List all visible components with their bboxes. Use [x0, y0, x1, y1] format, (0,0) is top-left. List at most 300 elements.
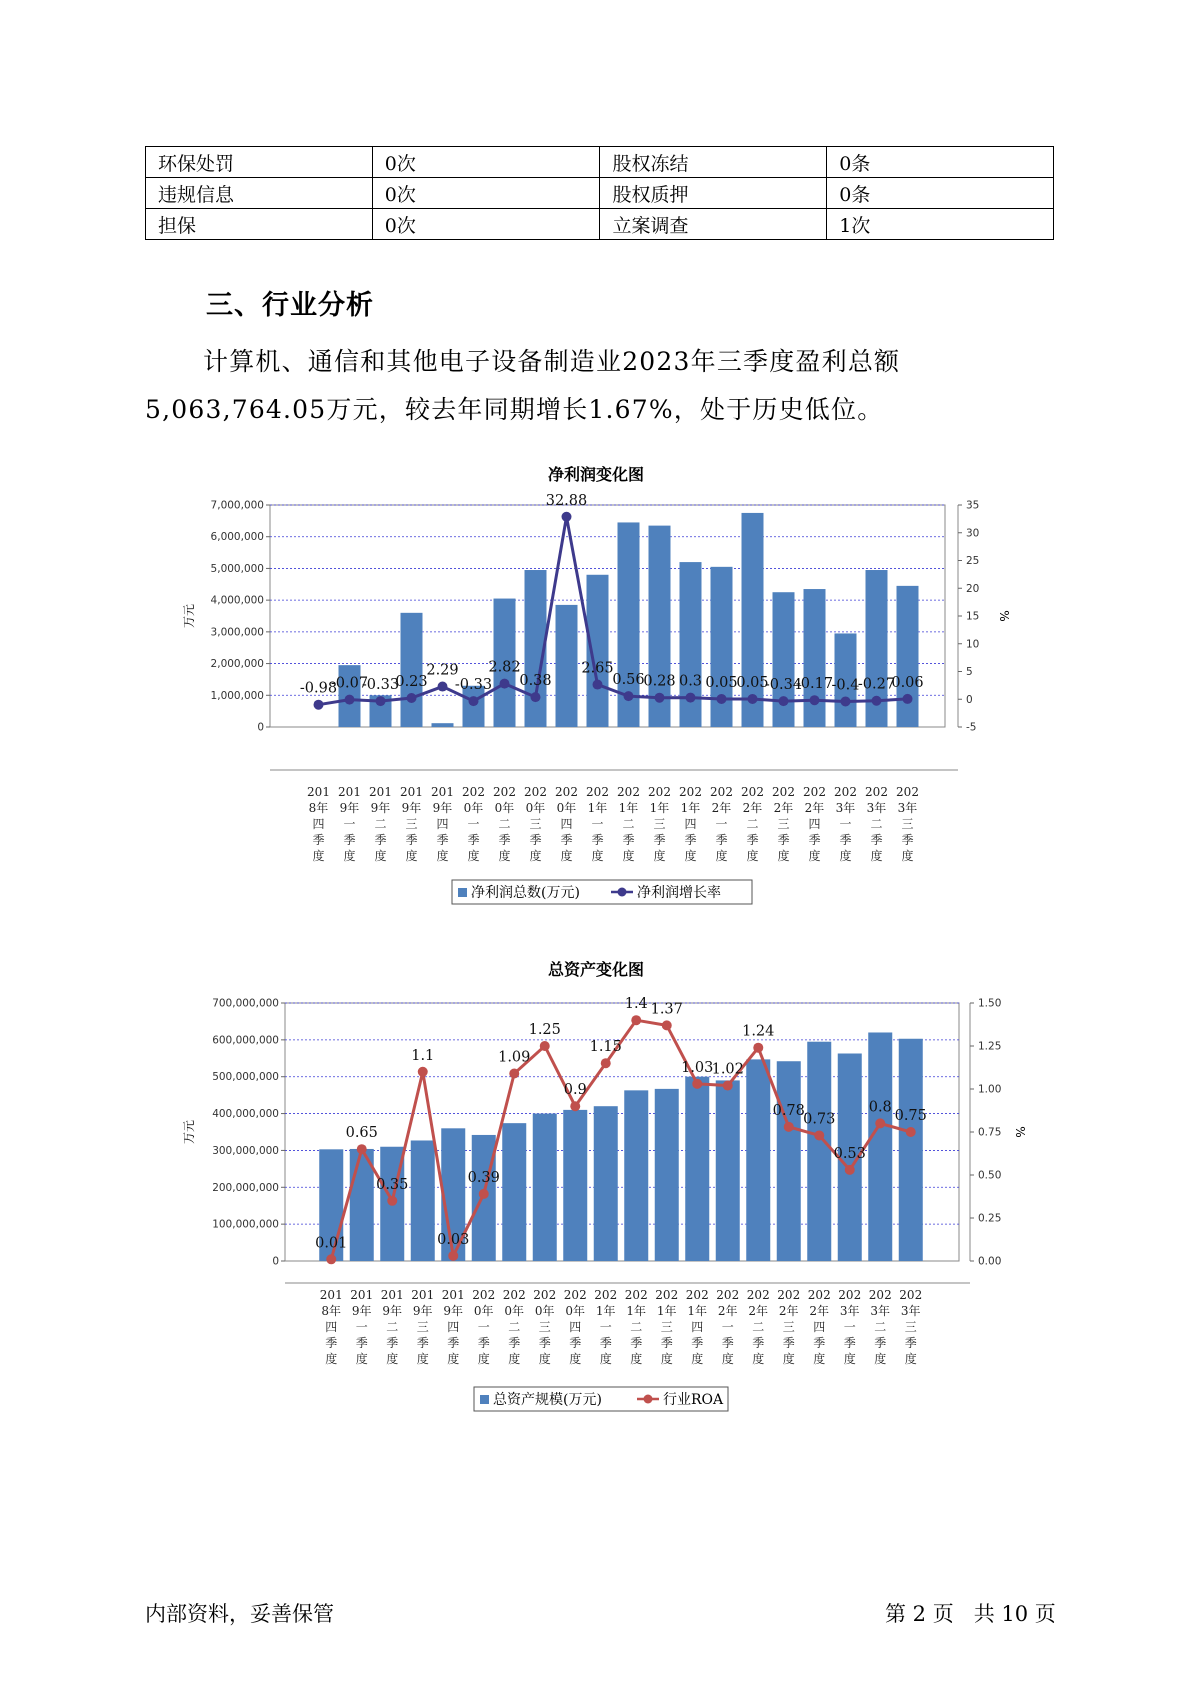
category-label: 季: [874, 1336, 887, 1350]
category-label: 3年: [900, 1304, 921, 1318]
paragraph-line-2: 5,063,764.05万元，较去年同期增长1.67%，处于历史低位。: [145, 395, 884, 424]
category-label: 2年: [748, 1304, 769, 1318]
table-label-cell: 环保处罚: [146, 147, 373, 178]
bar: [746, 1059, 770, 1261]
line-point: [723, 1081, 733, 1091]
footer-note: 内部资料，妥善保管: [145, 1602, 334, 1626]
line-point: [418, 1067, 428, 1077]
category-label: 度: [843, 1352, 856, 1366]
left-tick-label: 500,000,000: [212, 1071, 279, 1084]
right-tick-label: 1.50: [978, 997, 1002, 1010]
category-label: 202: [803, 785, 826, 799]
bar: [594, 1106, 618, 1261]
category-label: 四: [813, 1320, 826, 1334]
table-value-cell: 0条: [827, 178, 1054, 209]
category-label: 度: [374, 849, 387, 863]
data-label: 2.29: [426, 662, 459, 679]
category-label: 201: [400, 785, 423, 799]
data-label: 1.09: [498, 1049, 531, 1066]
category-label: 度: [498, 849, 511, 863]
left-axis-label: 万元: [182, 1119, 196, 1145]
category-label: 0年: [504, 1304, 525, 1318]
line-point: [570, 1101, 580, 1111]
category-label: 二: [746, 817, 759, 831]
category-label: 季: [777, 833, 790, 847]
category-label: 1年: [649, 801, 670, 815]
category-label: 0年: [525, 801, 546, 815]
category-label: 3年: [870, 1304, 891, 1318]
category-label: 季: [560, 833, 573, 847]
left-tick-label: 100,000,000: [212, 1218, 279, 1231]
line-point: [500, 679, 510, 689]
category-label: 三: [782, 1320, 795, 1334]
line-point: [376, 696, 386, 706]
category-label: 四: [436, 817, 449, 831]
category-label: 四: [569, 1320, 582, 1334]
category-label: 三: [904, 1320, 917, 1334]
table-value-cell: 0次: [372, 209, 600, 240]
data-label: 1.1: [411, 1047, 435, 1064]
category-label: 202: [586, 785, 609, 799]
legend-line-label: 行业ROA: [663, 1392, 724, 1408]
line-point: [448, 1251, 458, 1261]
category-label: 9年: [432, 801, 453, 815]
bar: [868, 1032, 892, 1261]
left-tick-label: 700,000,000: [212, 997, 279, 1010]
category-label: 一: [477, 1320, 490, 1334]
left-tick-label: 0: [257, 721, 264, 734]
category-label: 三: [538, 1320, 551, 1334]
left-tick-label: 5,000,000: [210, 562, 264, 575]
bar: [716, 1080, 740, 1261]
category-label: 三: [405, 817, 418, 831]
category-label: 二: [630, 1320, 643, 1334]
data-label: 0.05: [705, 674, 738, 691]
category-label: 季: [630, 1336, 643, 1350]
category-label: 202: [679, 785, 702, 799]
line-point: [753, 1043, 763, 1053]
data-label: 1.4: [624, 996, 648, 1013]
category-label: 202: [555, 785, 578, 799]
category-label: 度: [529, 849, 542, 863]
table-value-cell: 0次: [372, 178, 600, 209]
category-label: 0年: [473, 1304, 494, 1318]
category-label: 1年: [618, 801, 639, 815]
bar: [897, 586, 919, 727]
line-point: [814, 1130, 824, 1140]
category-label: 度: [436, 849, 449, 863]
category-label: 201: [338, 785, 361, 799]
line-point: [407, 693, 417, 703]
category-label: 四: [808, 817, 821, 831]
category-label: 季: [870, 833, 883, 847]
data-label: 1.03: [681, 1059, 714, 1076]
data-label: 0.06: [891, 674, 924, 691]
category-label: 201: [411, 1288, 435, 1302]
category-label: 202: [741, 785, 764, 799]
data-label: 0.23: [395, 673, 428, 690]
category-label: 202: [648, 785, 671, 799]
data-label: -0.34: [764, 677, 803, 694]
category-label: 度: [901, 849, 914, 863]
line-point: [438, 682, 448, 692]
line-point: [841, 696, 851, 706]
category-label: 季: [498, 833, 511, 847]
category-label: 二: [752, 1320, 765, 1334]
data-label: 32.88: [545, 492, 588, 509]
category-label: 季: [343, 833, 356, 847]
table-value-cell: 0条: [827, 147, 1054, 178]
bar: [685, 1077, 709, 1261]
bar: [655, 1089, 679, 1261]
category-label: 202: [617, 785, 640, 799]
category-label: 季: [901, 833, 914, 847]
category-label: 202: [493, 785, 516, 799]
category-label: 一: [467, 817, 480, 831]
data-label: -0.4: [831, 677, 860, 694]
total-assets-chart: [0, 955, 1191, 1425]
category-label: 季: [325, 1336, 338, 1350]
right-tick-label: 0.25: [978, 1212, 1002, 1225]
category-label: 1年: [595, 1304, 616, 1318]
category-label: 202: [563, 1288, 587, 1302]
category-label: 季: [312, 833, 325, 847]
category-label: 一: [839, 817, 852, 831]
category-label: 201: [319, 1288, 343, 1302]
bar: [401, 613, 423, 727]
category-label: 二: [622, 817, 635, 831]
category-label: 四: [684, 817, 697, 831]
category-label: 度: [691, 1352, 704, 1366]
category-label: 0年: [565, 1304, 586, 1318]
category-label: 度: [386, 1352, 399, 1366]
category-label: 202: [533, 1288, 557, 1302]
category-label: 202: [472, 1288, 496, 1302]
category-label: 1年: [587, 801, 608, 815]
category-label: 季: [660, 1336, 673, 1350]
category-label: 201: [307, 785, 330, 799]
left-tick-label: 0: [272, 1255, 279, 1268]
category-label: 一: [715, 817, 728, 831]
category-label: 1年: [656, 1304, 677, 1318]
bar: [533, 1114, 557, 1261]
bar: [624, 1090, 648, 1261]
right-tick-label: 30: [966, 527, 980, 540]
line-point: [686, 693, 696, 703]
category-label: 度: [467, 849, 480, 863]
line-point: [655, 693, 665, 703]
category-label: 度: [782, 1352, 795, 1366]
legend-line-marker: [618, 888, 627, 897]
category-label: 202: [807, 1288, 831, 1302]
category-label: 季: [752, 1336, 765, 1350]
legend-bar-swatch: [480, 1395, 489, 1404]
table-label-cell: 担保: [146, 209, 373, 240]
line-point: [314, 700, 324, 710]
line-point: [357, 1144, 367, 1154]
data-label: 0.35: [376, 1176, 409, 1193]
data-label: 0.39: [467, 1169, 500, 1186]
category-label: 202: [716, 1288, 740, 1302]
right-tick-label: 1.00: [978, 1083, 1002, 1096]
category-label: 0年: [463, 801, 484, 815]
category-label: 一: [343, 817, 356, 831]
category-label: 度: [839, 849, 852, 863]
category-label: 度: [752, 1352, 765, 1366]
category-label: 季: [436, 833, 449, 847]
category-label: 202: [865, 785, 888, 799]
category-label: 季: [355, 1336, 368, 1350]
right-tick-label: -5: [966, 721, 977, 734]
category-label: 度: [622, 849, 635, 863]
category-label: 二: [870, 817, 883, 831]
category-label: 一: [721, 1320, 734, 1334]
category-label: 二: [498, 817, 511, 831]
category-label: 度: [630, 1352, 643, 1366]
data-label: 0.53: [833, 1145, 866, 1162]
line-point: [326, 1254, 336, 1264]
bar: [777, 1061, 801, 1261]
category-label: 9年: [412, 1304, 433, 1318]
category-label: 度: [538, 1352, 551, 1366]
left-tick-label: 300,000,000: [212, 1144, 279, 1157]
category-label: 度: [508, 1352, 521, 1366]
data-label: 0.05: [736, 674, 769, 691]
category-label: 202: [746, 1288, 770, 1302]
category-label: 季: [622, 833, 635, 847]
category-label: 0年: [534, 1304, 555, 1318]
category-label: 度: [777, 849, 790, 863]
category-label: 度: [684, 849, 697, 863]
category-label: 季: [715, 833, 728, 847]
line-point: [601, 1058, 611, 1068]
category-label: 0年: [556, 801, 577, 815]
data-label: 0.01: [315, 1235, 348, 1252]
data-label: 1.37: [650, 1001, 683, 1018]
data-label: 0.56: [612, 672, 645, 689]
category-label: 二: [508, 1320, 521, 1334]
category-label: 202: [655, 1288, 679, 1302]
category-label: 202: [685, 1288, 709, 1302]
right-tick-label: 0.75: [978, 1126, 1002, 1139]
category-label: 季: [599, 1336, 612, 1350]
section-title: 三、行业分析: [206, 290, 374, 321]
right-axis-label: %: [1013, 1126, 1027, 1138]
chart-title: 总资产变化图: [547, 960, 645, 979]
category-label: 季: [374, 833, 387, 847]
category-label: 度: [653, 849, 666, 863]
category-label: 季: [782, 1336, 795, 1350]
category-label: 度: [599, 1352, 612, 1366]
right-axis-label: %: [997, 610, 1011, 622]
bar: [899, 1039, 923, 1261]
category-label: 季: [447, 1336, 460, 1350]
line-point: [593, 680, 603, 690]
category-label: 度: [746, 849, 759, 863]
category-label: 四: [447, 1320, 460, 1334]
table-row: [146, 209, 1054, 240]
line-point: [779, 696, 789, 706]
category-label: 一: [591, 817, 604, 831]
category-label: 9年: [370, 801, 391, 815]
left-tick-label: 2,000,000: [210, 658, 264, 671]
category-label: 季: [691, 1336, 704, 1350]
line-point: [906, 1127, 916, 1137]
category-label: 0年: [494, 801, 515, 815]
category-label: 三: [653, 817, 666, 831]
category-label: 四: [691, 1320, 704, 1334]
bar: [411, 1140, 435, 1261]
data-label: 0.65: [345, 1125, 378, 1142]
category-label: 201: [380, 1288, 404, 1302]
data-label: -0.27: [857, 676, 896, 693]
category-label: 9年: [401, 801, 422, 815]
bar: [502, 1123, 526, 1261]
category-label: 度: [721, 1352, 734, 1366]
line-point: [748, 694, 758, 704]
category-label: 2年: [773, 801, 794, 815]
data-label: 1.02: [711, 1061, 744, 1078]
page-number: 第 2 页 共 10 页: [885, 1602, 1056, 1626]
line-point: [531, 692, 541, 702]
line-point: [624, 691, 634, 701]
line-point: [345, 695, 355, 705]
data-label: 2.65: [581, 660, 614, 677]
category-label: 季: [904, 1336, 917, 1350]
right-tick-label: 25: [966, 555, 980, 567]
data-label: 0.9: [563, 1082, 587, 1099]
line-point: [540, 1041, 550, 1051]
risk-info-table: [145, 146, 1054, 240]
category-label: 季: [405, 833, 418, 847]
category-label: 季: [808, 833, 821, 847]
category-label: 季: [591, 833, 604, 847]
line-point: [662, 1020, 672, 1030]
category-label: 8年: [308, 801, 329, 815]
data-label: 1.15: [589, 1039, 622, 1056]
category-label: 1年: [680, 801, 701, 815]
category-label: 202: [462, 785, 485, 799]
category-label: 季: [508, 1336, 521, 1350]
category-label: 202: [896, 785, 919, 799]
category-label: 四: [325, 1320, 338, 1334]
category-label: 度: [591, 849, 604, 863]
data-label: -0.33: [454, 677, 493, 694]
category-label: 度: [870, 849, 883, 863]
industry-paragraph: [145, 338, 1065, 434]
legend-bar-swatch: [458, 888, 467, 897]
left-tick-label: 6,000,000: [210, 531, 264, 544]
data-label: 0.8: [868, 1099, 892, 1116]
category-label: 季: [813, 1336, 826, 1350]
category-label: 202: [710, 785, 733, 799]
category-label: 2年: [717, 1304, 738, 1318]
category-label: 202: [834, 785, 857, 799]
line-point: [509, 1069, 519, 1079]
data-label: -0.33: [361, 677, 400, 694]
category-label: 202: [777, 1288, 801, 1302]
category-label: 三: [901, 817, 914, 831]
category-label: 四: [560, 817, 573, 831]
data-label: -0.07: [330, 675, 369, 692]
category-label: 2年: [809, 1304, 830, 1318]
category-label: 二: [374, 817, 387, 831]
category-label: 9年: [351, 1304, 372, 1318]
line-point: [469, 696, 479, 706]
category-label: 四: [312, 817, 325, 831]
category-label: 3年: [839, 1304, 860, 1318]
category-label: 202: [524, 785, 547, 799]
data-label: 0.28: [643, 673, 676, 690]
category-label: 度: [312, 849, 325, 863]
category-label: 度: [355, 1352, 368, 1366]
left-tick-label: 4,000,000: [210, 594, 264, 607]
category-label: 201: [350, 1288, 374, 1302]
category-label: 9年: [443, 1304, 464, 1318]
category-label: 季: [467, 833, 480, 847]
category-label: 三: [660, 1320, 673, 1334]
bar: [556, 605, 578, 727]
table-label-cell: 立案调查: [600, 209, 827, 240]
line-point: [387, 1196, 397, 1206]
category-label: 201: [441, 1288, 465, 1302]
chart-title: 净利润变化图: [547, 465, 645, 484]
category-label: 202: [868, 1288, 892, 1302]
right-tick-label: 0.50: [978, 1169, 1002, 1182]
category-label: 度: [813, 1352, 826, 1366]
data-label: 0.75: [894, 1108, 927, 1124]
line-point: [631, 1015, 641, 1025]
left-tick-label: 7,000,000: [210, 499, 264, 512]
category-label: 202: [772, 785, 795, 799]
category-label: 度: [569, 1352, 582, 1366]
category-label: 度: [715, 849, 728, 863]
paragraph-line-1: 计算机、通信和其他电子设备制造业2023年三季度盈利总额: [203, 347, 901, 376]
category-label: 度: [560, 849, 573, 863]
right-tick-label: 35: [966, 499, 980, 512]
right-tick-label: 5: [966, 666, 973, 678]
left-axis-label: 万元: [182, 603, 196, 629]
category-label: 201: [369, 785, 392, 799]
left-tick-label: 400,000,000: [212, 1108, 279, 1121]
category-label: 季: [721, 1336, 734, 1350]
table-row: [146, 147, 1054, 178]
category-label: 度: [874, 1352, 887, 1366]
line-point: [479, 1189, 489, 1199]
category-label: 季: [653, 833, 666, 847]
category-label: 度: [477, 1352, 490, 1366]
legend-line-marker: [644, 1395, 653, 1404]
category-label: 度: [343, 849, 356, 863]
category-label: 2年: [804, 801, 825, 815]
line-point: [692, 1079, 702, 1089]
right-tick-label: 15: [966, 610, 980, 623]
data-label: 0.38: [519, 673, 552, 690]
category-label: 季: [684, 833, 697, 847]
category-label: 201: [431, 785, 454, 799]
data-label: 1.25: [528, 1022, 561, 1038]
category-label: 二: [386, 1320, 399, 1334]
table-label-cell: 违规信息: [146, 178, 373, 209]
category-label: 度: [325, 1352, 338, 1366]
category-label: 季: [746, 833, 759, 847]
category-label: 度: [808, 849, 821, 863]
category-label: 3年: [897, 801, 918, 815]
category-label: 1年: [687, 1304, 708, 1318]
data-label: 0.78: [772, 1102, 805, 1119]
right-tick-label: 1.25: [978, 1040, 1002, 1053]
line-point: [903, 694, 913, 704]
